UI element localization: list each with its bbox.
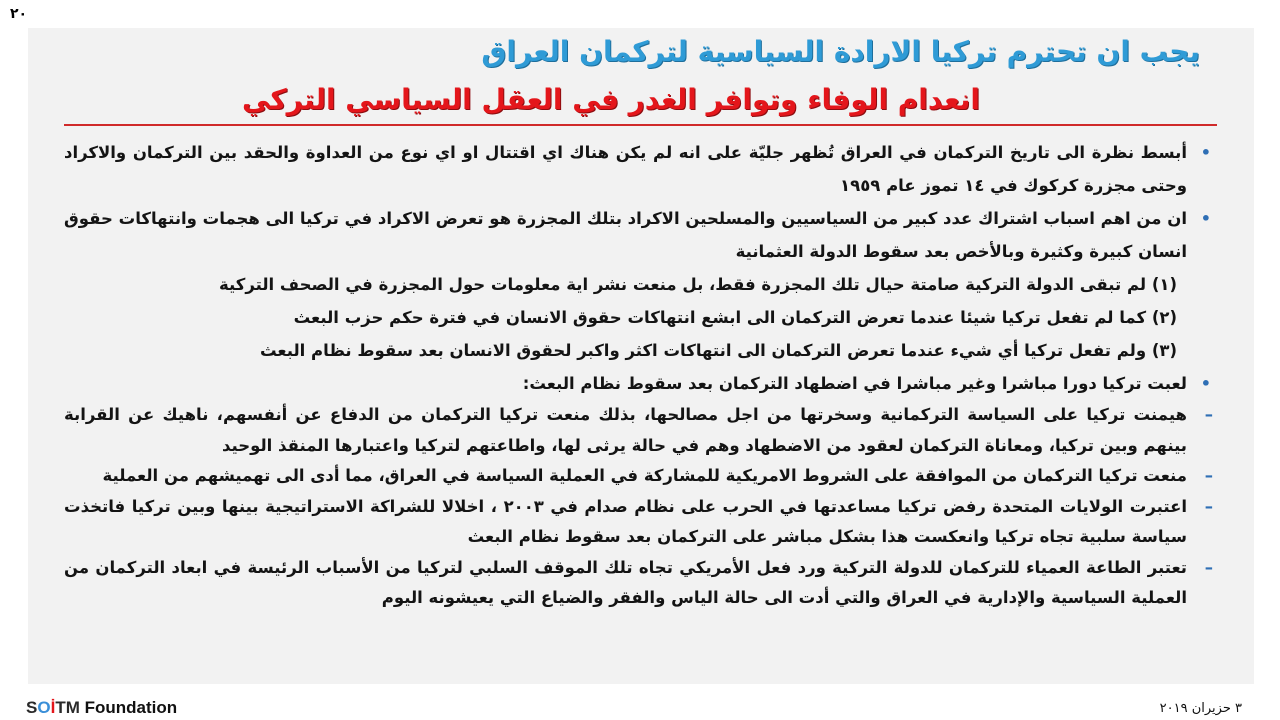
logo-letter-i: İ <box>50 698 56 717</box>
dash-item <box>64 553 1217 614</box>
numbered-item: (١) لم تبقى الدولة التركية صامتة حيال تلك المجزرة فقط، بل منعت نشر اية معلومات حول المجزرة في الصحف التركية <box>219 275 1177 294</box>
bullet-item <box>64 367 1217 400</box>
dash-text: هيمنت تركيا على السياسة التركمانية وسخرتها من اجل مصالحها، بذلك منعت تركيا التركمان من الدفاع عن أنفسهم، ناهيك عن القرابة بينهم وبين تركيا، ومعاناة التركمان لعقود من الاضطهاد وهم في حالة يرثى لها، واطاعتهم لتركيا واعتبارها المنقذ الوحيد <box>64 405 1187 455</box>
dash-item <box>64 400 1217 461</box>
logo-letters-tm: TM <box>55 698 80 717</box>
dash-icon: – <box>1204 405 1213 424</box>
logo-word-foundation: Foundation <box>79 698 178 717</box>
logo-letter-o: O <box>37 698 51 717</box>
bullet-icon: • <box>1200 143 1211 162</box>
bullet-icon: • <box>1200 374 1211 393</box>
dash-icon: – <box>1204 466 1213 485</box>
dash-icon: – <box>1204 557 1213 577</box>
slide-title: يجب ان تحترم تركيا الارادة السياسية لتركمان العراق <box>481 35 1200 68</box>
dash-text: اعتبرت الولايات المتحدة رفض تركيا مساعدتها في الحرب على نظام صدام في ٢٠٠٣ ، اخلالا للشراكة الاستراتيجية بينها وبين تركيا فاتخذت سياسة سلبية تجاه تركيا وانعكست هذا بشكل مباشر على التركمان بعد سقوط نظام البعث <box>64 496 1187 546</box>
bullet-text: ان من اهم اسباب اشتراك عدد كبير من السياسيين والمسلحين الاكراد بتلك المجزرة هو تعرض الاكراد في تركيا الى هجمات وانتهاكات حقوق انسان كبيرة وكثيرة وبالأخص بعد سقوط الدولة العثمانية <box>64 209 1187 261</box>
dash-item <box>64 492 1217 553</box>
numbered-item: (٢) كما لم تفعل تركيا شيئا عندما تعرض التركمان الى ابشع انتهاكات حقوق الانسان في فترة حكم حزب البعث <box>293 308 1177 327</box>
dash-text: منعت تركيا التركمان من الموافقة على الشروط الامريكية للمشاركة في العملية السياسة في العراق، مما أدى الى تهميشهم من العملية <box>102 466 1187 485</box>
dash-item <box>64 461 1217 492</box>
numbered-item: (٣) ولم تفعل تركيا أي شيء عندما تعرض التركمان الى انتهاكات اكثر واكبر لحقوق الانسان بعد سقوط نظام البعث <box>259 341 1177 360</box>
page-number: ٢٠ <box>10 6 28 22</box>
bullet-text: أبسط نظرة الى تاريخ التركمان في العراق تُظهر جليّة على انه لم يكن هناك اي اقتتال او اي نوع من العداوة والحقد بين التركمان والاكراد وحتى مجزرة كركوك في ١٤ تموز عام ١٩٥٩ <box>64 143 1187 195</box>
bullet-item <box>64 136 1217 202</box>
bullet-icon: • <box>1200 209 1211 228</box>
slide-subtitle: انعدام الوفاء وتوافر الغدر في العقل السياسي التركي <box>241 83 980 116</box>
bullet-item <box>64 202 1217 268</box>
bullet-text: لعبت تركيا دورا مباشرا وغير مباشرا في اضطهاد التركمان بعد سقوط نظام البعث: <box>522 374 1187 393</box>
dash-icon: – <box>1204 496 1213 516</box>
foundation-logo <box>26 698 177 718</box>
title-divider <box>64 124 1217 126</box>
logo-letter-s: S <box>26 698 38 717</box>
slide-date: ٣ حزيران ٢٠١٩ <box>1159 701 1242 716</box>
slide-body <box>64 136 1217 614</box>
dash-text: تعتبر الطاعة العمياء للتركمان للدولة التركية ورد فعل الأمريكي تجاه تلك الموقف السلبي لتركيا من الأسباب الرئيسة في ابعاد التركمان من العملية السياسية والإدارية في العراق والتي أدت الى حالة الياس والفقر والضياع التي يعيشونه اليوم <box>64 557 1187 607</box>
